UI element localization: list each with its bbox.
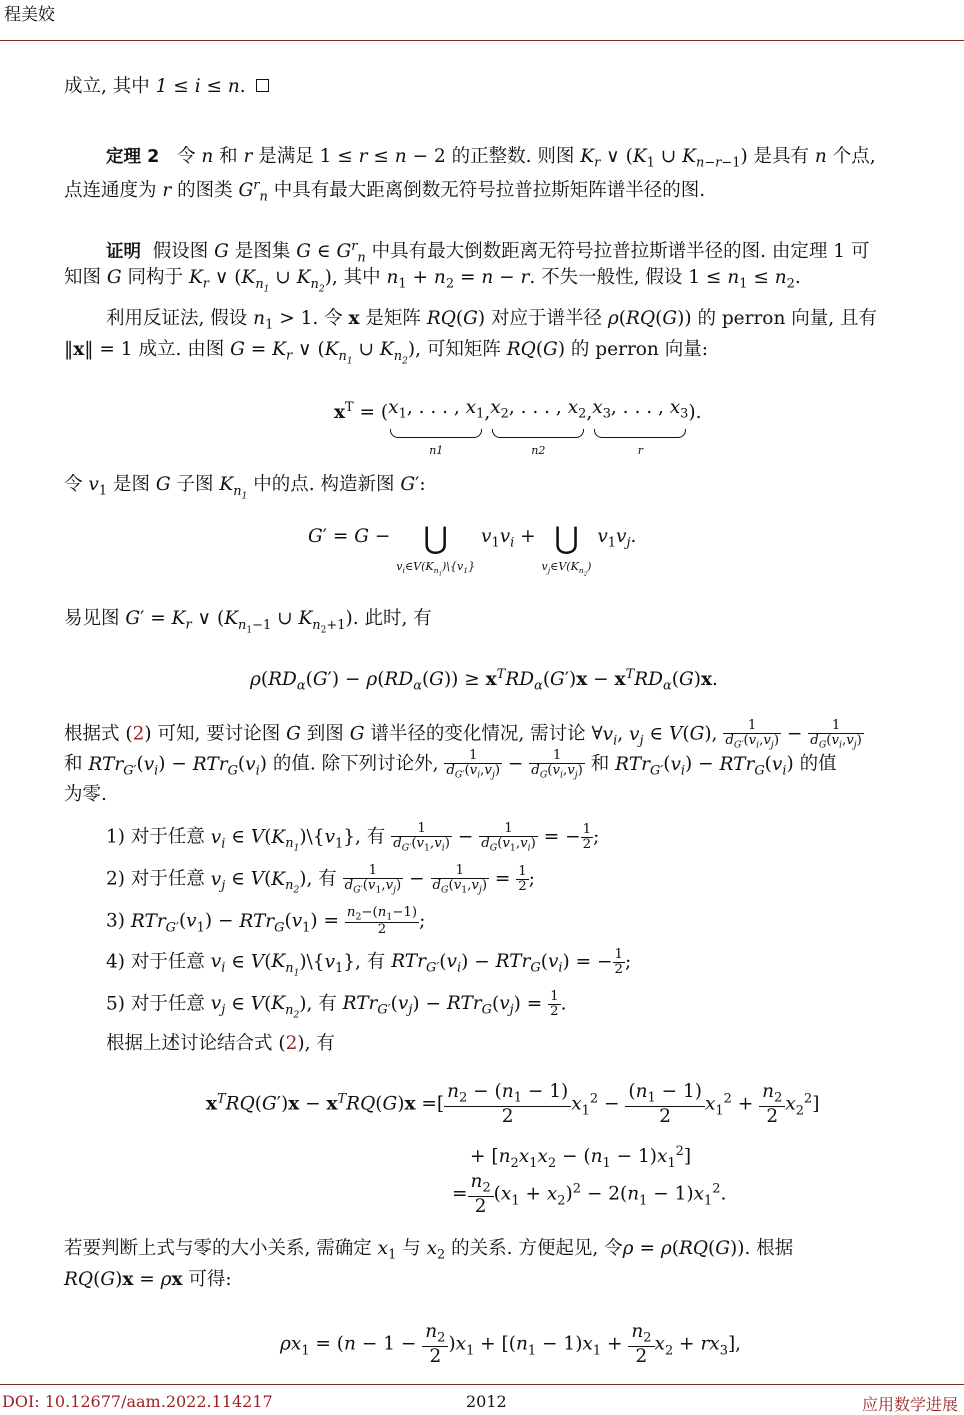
proof-line: 证明 假设图 G 是图集 G ∈ $G^r_n$ 中具有最大倒数距离无符号拉普拉斯谱半径的图. 由定理 1 可 (106, 239, 870, 266)
list-item: 5) 对于任意 $v_j$ ∈ $V(K_{n_2})$, 有 $RTr_{G'}(v_j) - RTr_G(v_j)$ = $\frac{1}{2}$ . (106, 989, 567, 1021)
text: . 根据 (744, 1238, 794, 1259)
equation-inequality: $\rho(RD_\alpha(G') - \rho(RD_\alpha(G)) \ge x^TRD_\alpha(G')x - x^TRD_\alpha(G)x$. (250, 667, 718, 694)
text: 知图 (64, 267, 107, 288)
underbrace (390, 429, 482, 438)
text: 对应于谱半径 (485, 308, 608, 329)
text: , 有 (355, 951, 392, 973)
text: 根据式 ( (64, 723, 133, 745)
text-line: 和 $RTr_{G'}(v_i) - RTr_G(v_i)$ 的值. 除下列讨论外, $\frac{1}{d_{G'}(v_i,v_j)}$ − $\frac{1}{d_G(v_i,v_j)}$ 和 $RTr_{G'}(v_i) - RTr_G(v_i)$ 的值 (64, 748, 837, 781)
text: 是满足 (252, 146, 320, 167)
text: 是图集 (228, 241, 297, 263)
text: 点连通度为 (64, 180, 163, 202)
text: 根据上述讨论结合式 ( (106, 1033, 286, 1054)
text: 是矩阵 (359, 308, 427, 329)
underbrace (492, 429, 584, 438)
text: 的 perron 向量, 且有 (691, 308, 877, 329)
text: 1) 对于任意 (106, 826, 211, 848)
text: . 令 (312, 308, 349, 329)
text: 5) 对于任意 (106, 993, 211, 1015)
brace-group: $x_2$, . . . , $x_2$ n2 (490, 395, 586, 464)
brace-group: $x_3$, . . . , $x_3$ r (592, 395, 688, 464)
text-line: 易见图 $G' = K_r$ ∨ ($K_{n_1-1}$ ∪ $K_{n_2+1}$). 此时, 有 (64, 608, 432, 636)
footer-journal-link[interactable]: 应用数学进展 (861, 1395, 958, 1414)
text-line: 令 $v_1$ 是图 G 子图 $K_{n_1}$ 中的点. 构造新图 G′: (64, 474, 426, 502)
text: 易见图 (64, 608, 126, 629)
text: ) 可知, 要讨论图 (144, 723, 287, 745)
text: 谱半径的变化情况, 需讨论 (364, 723, 592, 745)
text: 的值 (793, 753, 837, 775)
equation-eigen-row: $\rho x_1 = (n - 1$ − $\frac{n_2}{2}$ )$x_1 + [(n_1 - 1)x_1$ + $\frac{n_2}{2}$ $x_2 + rx_3$], (280, 1321, 742, 1367)
footer-rule (0, 1384, 964, 1385)
header-rule (0, 40, 964, 41)
text: 的值. 除下列讨论外, (266, 753, 445, 775)
proof-label: 证明 (106, 242, 141, 263)
proof-line: ‖x‖ = 1 成立. 由图 $G = K_r$ ∨ ($K_{n_1}$ ∪ $K_{n_2}$), 可知矩阵 RQ(G) 的 perron 向量: (64, 339, 708, 367)
text: 的正整数. 则图 (445, 146, 581, 167)
text: 的图类 (171, 180, 239, 202)
text: 的关系. 方便起见, 令 (445, 1238, 623, 1259)
qed-symbol (256, 79, 269, 92)
text: 是具有 (747, 146, 815, 167)
text-line: 成立, 其中 1 ≤ i ≤ n. (64, 74, 269, 100)
text: , 有 (355, 826, 392, 848)
brace-label: n1 (429, 443, 444, 457)
theorem-label: 定理 2 (106, 147, 160, 167)
text-line (64, 782, 107, 808)
equation-perron-vector: $x^T = (x_1$, . . . , $x_1$ n1 $,x_2$, . . . , $x_2$ n2 $,x_3$, . . . , $x_3$ r ). (334, 395, 702, 464)
text: 和 (213, 146, 244, 167)
text: 中具有最大距离倒数无符号拉普拉斯矩阵谱半径的图. (267, 180, 706, 202)
running-header-author: 程美姣 (4, 5, 55, 25)
text: 和 (64, 753, 89, 775)
text: , 其中 (331, 267, 387, 288)
text-line: 根据式 (2) 可知, 要讨论图 G 到图 G 谱半径的变化情况, 需讨论 $\forall v_i$, $v_j$ ∈ V(G), $\frac{1}{d_{G'}(v_i,v_j)}$ − $\frac{1}{d_G(v_i,v_j)}$ (64, 718, 862, 751)
text: 成立. 由图 (132, 339, 231, 360)
text: 2) 对于任意 (106, 868, 211, 890)
equation-ref-link[interactable]: 2 (132, 723, 145, 745)
text: 的 perron 向量: (565, 339, 708, 360)
text: 中具有最大倒数距离无符号拉普拉斯谱半径的图. 由定理 1 可 (365, 241, 870, 263)
equation-new-graph: G′ = G − ⋃ $v_i\in V(K_{n_1})\backslash\{v_1\}$ $v_1v_i$ + ⋃ $v_j\in V(K_{n_2})$ $v_1v_j$. (308, 524, 636, 588)
list-item: 4) 对于任意 $v_i$ ∈ $V(K_{n_1})\backslash\{v_1\}$, 有 $RTr_{G'}(v_i) - RTr_G(v_i)$ = − $\frac{1}{2}$ ; (106, 947, 632, 979)
text: 中的点. 构造新图 (247, 474, 401, 495)
equation-derivation-line: $x^TRQ(G')x - x^TRQ(G)x$ =[ $\frac{n_2 - (n_1 - 1)}{2}$ $x_1^2$ − $\frac{(n_1 - 1)}{2}$ $x_1^2$ + $\frac{n_2}{2}$ $x_2^2$] (206, 1081, 820, 1127)
equation-derivation-line: + $[n_2x_1x_2 - (n_1 - 1)x_1^2]$ (470, 1144, 692, 1171)
proof-line: 利用反证法, 假设 $n_1 > 1$. 令 x 是矩阵 RQ(G) 对应于谱半径 ρ(RQ(G)) 的 perron 向量, 且有 (106, 308, 877, 333)
text: 子图 (170, 474, 220, 495)
text: 为零. (64, 784, 107, 805)
big-union: ⋃ $v_j\in V(K_{n_2})$ (541, 521, 592, 578)
list-item: 2) 对于任意 $v_j$ ∈ $V(K_{n_2})$, 有 $\frac{1}{d_{G'}(v_1,v_j)}$ − $\frac{1}{d_G(v_1,v_j)}$ = $\frac{1}{2}$ ; (106, 863, 535, 896)
text: 令 (64, 474, 89, 495)
text: 与 (396, 1238, 427, 1259)
underbrace (594, 429, 686, 438)
theorem-line: 点连通度为 r 的图类 $G^r_n$ 中具有最大距离倒数无符号拉普拉斯矩阵谱半径的图. (64, 178, 706, 205)
equation-derivation-line: = $\frac{n_2}{2}$ $(x_1 + x_2)^2 - 2(n_1 - 1)x_1^2$. (452, 1171, 727, 1217)
text: 是图 (107, 474, 156, 495)
text: 令 (176, 146, 202, 167)
text: 到图 (300, 723, 350, 745)
big-union: ⋃ $v_i\in V(K_{n_1})\backslash\{v_1\}$ (396, 521, 476, 578)
list-item: 1) 对于任意 $v_i$ ∈ $V(K_{n_1})\backslash\{v_1\}$, 有 $\frac{1}{d_{G'}(v_1,v_i)}$ − $\frac{1}{d_G(v_1,v_i)}$ = − $\frac{1}{2}$ ; (106, 821, 600, 854)
text: 可得: (182, 1269, 232, 1290)
text-line: RQ(G)x = ρx 可得: (64, 1269, 232, 1290)
text: 同构于 (121, 267, 189, 288)
text-line (106, 1031, 335, 1057)
text: 若要判断上式与零的大小关系, 需确定 (64, 1238, 378, 1259)
text: , 有 (306, 993, 343, 1015)
text: 个点, (826, 146, 876, 167)
text: 和 (590, 753, 616, 775)
text: 利用反证法, 假设 (106, 308, 254, 329)
list-item: 3) $RTr_{G'}(v_1) - RTr_G(v_1)$ = $\frac{n_2-(n_1-1)}{2}$ ; (106, 905, 426, 938)
text: 成立, 其中 (64, 76, 156, 97)
brace-label: r (637, 443, 643, 457)
footer-doi-link[interactable]: DOI: 10.12677/aam.2022.114217 (2, 1392, 273, 1411)
footer-page-number: 2012 (466, 1392, 507, 1411)
text: . 不失一般性, 假设 (529, 267, 689, 288)
text: 4) 对于任意 (106, 951, 211, 973)
text: , 可知矩阵 (415, 339, 507, 360)
text: , 有 (306, 868, 343, 890)
equation-ref-link[interactable]: 2 (285, 1033, 298, 1054)
theorem-line: 定理 2 令 n 和 r 是满足 1 ≤ r ≤ n − 2 的正整数. 则图 $K_r$ ∨ ($K_1$ ∪ $K_{n-r-1}$) 是具有 n 个点, (106, 146, 876, 171)
text: : (419, 474, 426, 495)
proof-line: 知图 G 同构于 $K_r$ ∨ ($K_{n_1}$ ∪ $K_{n_2}$), 其中 $n_1 + n_2 = n - r$. 不失一般性, 假设 $1 \le n_1 \le n_2$. (64, 267, 801, 295)
text-line: 若要判断上式与零的大小关系, 需确定 $x_1$ 与 $x_2$ 的关系. 方便起见, 令ρ = ρ(RQ(G)). 根据 (64, 1238, 794, 1263)
text: ), 有 (297, 1033, 335, 1054)
brace-group: $x_1$, . . . , $x_1$ n1 (388, 395, 484, 464)
text: 假设图 (152, 241, 215, 263)
text: . 此时, 有 (352, 608, 432, 629)
brace-label: n2 (531, 443, 546, 457)
